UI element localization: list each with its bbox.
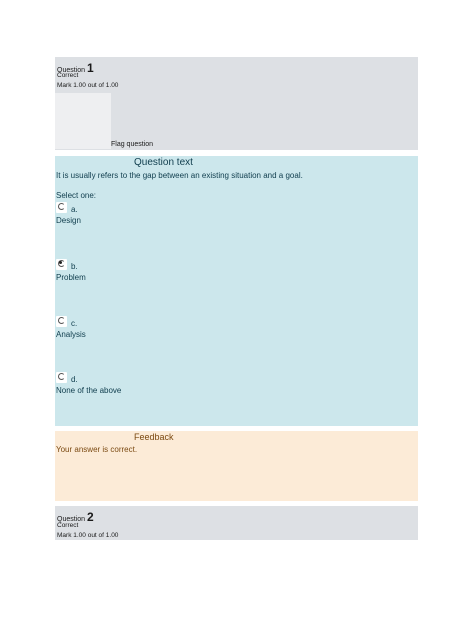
option-letter: c.	[71, 319, 78, 328]
question-text-heading: Question text	[134, 157, 193, 168]
radio-icon[interactable]	[56, 202, 67, 213]
question-1-info	[55, 57, 418, 150]
question-2-label: Question	[57, 516, 86, 523]
option-label: Design	[56, 216, 81, 225]
flag-question-link[interactable]: Flag question	[111, 141, 154, 148]
feedback-block	[55, 431, 418, 501]
question-2-mark: Mark 1.00 out of 1.00	[57, 532, 119, 539]
option-label: None of the above	[56, 386, 122, 395]
radio-icon[interactable]	[56, 316, 67, 327]
feedback-text: Your answer is correct.	[56, 445, 138, 454]
question-1-mark: Mark 1.00 out of 1.00	[57, 82, 119, 89]
question-prompt: It is usually refers to the gap between an existing situation and a goal.	[56, 171, 303, 180]
option-label: Analysis	[56, 330, 86, 339]
flag-icon[interactable]	[55, 93, 111, 149]
question-1-number: 1	[87, 61, 94, 75]
radio-icon[interactable]	[56, 372, 67, 383]
feedback-heading: Feedback	[134, 432, 174, 442]
question-2-number: 2	[87, 510, 94, 524]
question-text-block	[55, 156, 418, 426]
question-2-state: Correct	[57, 522, 79, 529]
option-label: Problem	[56, 273, 86, 282]
radio-selected-icon[interactable]	[56, 259, 67, 270]
option-letter: b.	[71, 262, 78, 271]
option-letter: a.	[71, 205, 78, 214]
question-2-info	[55, 506, 418, 540]
question-1-label: Question	[57, 67, 86, 74]
question-1-state: Correct	[57, 72, 79, 79]
select-one-label: Select one:	[56, 191, 97, 200]
option-letter: d.	[71, 375, 78, 384]
